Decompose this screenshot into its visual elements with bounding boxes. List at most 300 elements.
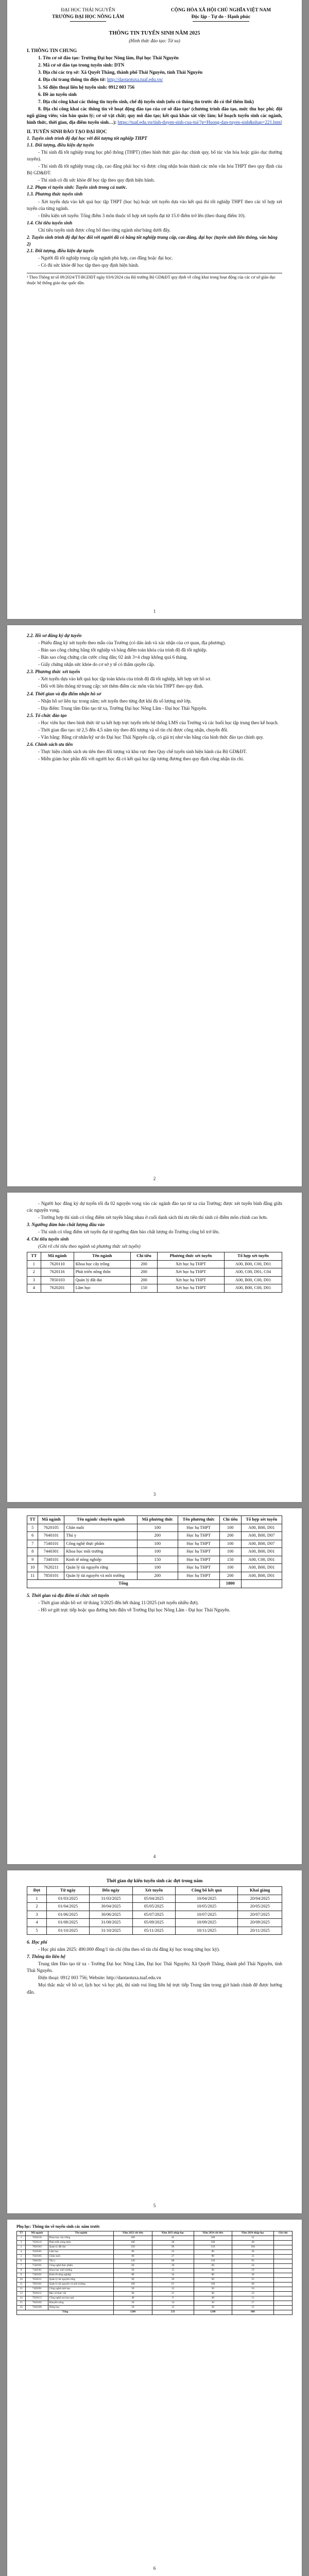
paragraph: - Thí sinh đã tốt nghiệp trung cấp, cao đẳng phải học và được công nhận hoàn thành các môn văn hóa THPT theo quy định của Bộ GD&ĐT. (27, 164, 282, 176)
paragraph: - Giấy chứng nhận sức khỏe do cơ sở y tế có thẩm quyền cấp. (38, 662, 155, 667)
table-cell (274, 2282, 293, 2287)
table-cell: 7420201 (26, 2287, 48, 2291)
page-number: 4 (153, 1854, 156, 1860)
table-cell: 7620211 (38, 1564, 64, 1572)
table-cell: Công nghệ rau hoa quả (48, 2296, 114, 2301)
table-row (27, 1276, 282, 1284)
table-cell: 45 (152, 2236, 194, 2241)
table-cell: Công nghệ thực phẩm (48, 2264, 114, 2269)
table-cell: 100 (194, 2282, 232, 2287)
paragraph: - Nhận hồ sơ liên tục trong năm; xét tuyển theo từng đợt khi đủ số lượng mở lớp. (38, 698, 192, 704)
table-cell (274, 2236, 293, 2241)
subsection-heading: 3. Ngưỡng đảm bảo chất lượng đầu vào (27, 1222, 105, 1228)
table-header-cell: Tên ngành (74, 1252, 130, 1261)
table-row (27, 1911, 282, 1919)
table-cell: 40 (114, 2296, 152, 2301)
page-number: 6 (153, 2566, 156, 2571)
subsection-heading: 2. Tuyển sinh trình độ đại học đối với người đã có bằng tốt nghiệp trung cấp, cao đẳng, đại học (tuyển sinh liên thông, văn bằng 2) (27, 234, 278, 247)
paragraph: - Thực hiện chính sách ưu tiên theo đối tượng và khu vực theo Quy chế tuyển sinh hiện hành của Bộ GD&ĐT. (38, 749, 247, 754)
table-cell: 150 (114, 2245, 152, 2250)
table-cell: 100 (137, 1564, 178, 1572)
section-heading: I. THÔNG TIN CHUNG (27, 48, 77, 54)
paragraph: - Điều kiện xét tuyển: Tổng điểm 3 môn thuộc tổ hợp xét tuyển đạt từ 15.0 điểm trở lên (theo thang điểm 10). (38, 213, 246, 218)
table-cell: 34 (152, 2273, 194, 2278)
table-cell: 8 (27, 1548, 38, 1556)
table-cell: 100 (114, 2282, 152, 2287)
table-cell: 1 (27, 1260, 41, 1268)
table-cell: 10 (17, 2278, 26, 2282)
table-row (27, 1260, 282, 1268)
footnote: ¹ Theo Thông tư số 09/2024/TT-BGDĐT ngày 03/6/2024 của Bộ trưởng Bộ GD&ĐT quy định về công khai trong hoạt động của các cơ sở giáo dục thuộc hệ thống giáo dục quốc dân. (27, 273, 282, 286)
table-cell: 22 (152, 2250, 194, 2255)
table-cell: 50 (194, 2301, 232, 2305)
table-header-cell: Ghi chú (274, 2231, 293, 2236)
table-cell (274, 2264, 293, 2269)
table-cell: 05/04/2025 (132, 1895, 175, 1903)
table-row (27, 1532, 282, 1540)
table-cell: 120 (114, 2259, 152, 2264)
table-cell: Quản lý tài nguyên và môi trường (48, 2282, 114, 2287)
table-cell: 4 (27, 1919, 47, 1927)
table-cell: 200 (130, 1276, 157, 1284)
table-row (17, 2250, 293, 2255)
table-cell: 9 (27, 1556, 38, 1564)
table-row (27, 1284, 282, 1293)
subsection-heading: 5. Thời gian và địa điểm tổ chức xét tuyển (27, 1592, 109, 1598)
table-cell: 2 (27, 1268, 41, 1277)
table-row (17, 2301, 293, 2305)
table-cell (274, 2269, 293, 2273)
table-cell: 14 (152, 2301, 194, 2305)
table-cell: 16 (232, 2287, 273, 2291)
table-cell: 20 (152, 2278, 194, 2282)
table-cell: 6 (27, 1532, 38, 1540)
table-cell: 100 (219, 1564, 241, 1572)
subsection-heading: 2.1. Đối tượng, điều kiện dự tuyển (27, 248, 94, 253)
table-row (17, 2305, 293, 2310)
table-cell: 5 (17, 2255, 26, 2259)
table-cell: 7620112 (26, 2291, 48, 2296)
table-cell: 150 (137, 1556, 178, 1564)
table-cell: 7620110 (26, 2236, 48, 2241)
table-cell: 60 (114, 2269, 152, 2273)
table-cell: A00, B00, D01 (241, 1524, 282, 1532)
section-heading: II. TUYỂN SINH ĐÀO TẠO ĐẠI HỌC (27, 128, 107, 134)
table-cell: 100 (114, 2241, 152, 2245)
table-cell: 38 (152, 2241, 194, 2245)
table-row (27, 1548, 282, 1556)
table-cell: A00, C00, D01 (241, 1556, 282, 1564)
page-number: 2 (153, 1176, 156, 1182)
table-cell (274, 2259, 293, 2264)
table-row (27, 1903, 282, 1911)
table-cell (274, 2305, 293, 2310)
table-cell-empty (274, 2310, 293, 2314)
info-line: 3. Địa chỉ các trụ sở: Xã Quyết Thắng, thành phố Thái Nguyên, tỉnh Thái Nguyên (38, 70, 203, 75)
table-cell: 24 (232, 2264, 273, 2269)
page-number: 1 (153, 609, 156, 614)
table-title: Thời gian dự kiến tuyển sinh các đợt trong năm (106, 1878, 203, 1883)
table-cell: Quản lý tài nguyên và môi trường (64, 1572, 137, 1580)
paragraph: - Bản sao công chứng bằng tốt nghiệp và bảng điểm toàn khóa của trình độ đã tốt nghiệp. (38, 647, 208, 653)
table-cell: 7850103 (41, 1276, 74, 1284)
table-cell: A00, B00, C00, D01 (224, 1284, 282, 1293)
table-header-cell: Chỉ tiêu (130, 1252, 157, 1261)
table-cell: 200 (137, 1572, 178, 1580)
table-cell: A00, C00, D01, C04 (224, 1268, 282, 1277)
table-cell: 7540101 (26, 2264, 48, 2269)
table-cell: 18 (152, 2264, 194, 2269)
paragraph: Trung tâm Đào tạo từ xa - Trường Đại học Nông Lâm, Đại học Thái Nguyên; Xã Quyết Thắng, thành phố Thái Nguyên, tỉnh Thái Nguyên. (27, 1961, 282, 1974)
table-cell: 200 (130, 1268, 157, 1277)
subsection-heading: 1.4. Chỉ tiêu tuyển sinh (27, 220, 73, 225)
table-cell (274, 2287, 293, 2291)
table-cell: A00, B00, D07 (241, 1532, 282, 1540)
table-header-cell: Chỉ tiêu (219, 1516, 241, 1524)
table-cell: 01/04/2025 (46, 1903, 89, 1911)
table-cell: 20/11/2025 (238, 1927, 282, 1935)
paragraph: - Người đã tốt nghiệp trung cấp ngành phù hợp, cao đẳng hoặc đại học. (38, 255, 173, 261)
table-cell: Học bạ THPT (178, 1532, 219, 1540)
paragraph: - Xét tuyển dựa vào kết quả học tập toàn khóa của trình độ đã tốt nghiệp, kết hợp xét hồ sơ. (38, 676, 211, 682)
table-cell: 7850101 (38, 1572, 64, 1580)
document-subtitle: (Hình thức đào tạo: Từ xa) (129, 38, 180, 44)
table-cell: Nông học (48, 2305, 114, 2310)
table-cell (274, 2241, 293, 2245)
table-cell: Chăn nuôi (48, 2255, 114, 2259)
table-cell: 60 (194, 2291, 232, 2296)
table-header-cell: Từ ngày (46, 1887, 89, 1895)
table-cell: Xét học bạ THPT (158, 1260, 225, 1268)
table-cell: 36 (232, 2273, 273, 2278)
table-cell: 100 (219, 1524, 241, 1532)
info-line: 1. Tên cơ sở đào tạo: Trường Đại học Nông lâm, Đại học Thái Nguyên (38, 55, 179, 61)
table-cell: Khoa học môi trường (48, 2269, 114, 2273)
table-cell: 3 (27, 1276, 41, 1284)
table-cell: 52 (232, 2236, 273, 2241)
table-header-cell: TT (27, 1252, 41, 1261)
table-cell: 30/04/2025 (90, 1903, 132, 1911)
table-cell (274, 2278, 293, 2282)
quota-table (27, 1252, 282, 1293)
table-cell: 200 (137, 1532, 178, 1540)
table-row (27, 1895, 282, 1903)
table-row (17, 2236, 293, 2241)
paragraph: - Địa điểm: Trung tâm Đào tạo từ xa, Trường Đại học Nông Lâm - Đại học Thái Nguyên. (38, 705, 207, 711)
table-cell: A00, B00, D07 (241, 1540, 282, 1548)
table-cell: 21 (152, 2291, 194, 2296)
table-header-cell: Năm 2024 chỉ tiêu (194, 2231, 232, 2236)
table-cell: 100 (137, 1548, 178, 1556)
table-header-cell: Mã ngành (38, 1516, 64, 1524)
table-cell-empty (241, 1580, 282, 1588)
table-cell: 40 (194, 2296, 232, 2301)
table-cell (274, 2250, 293, 2255)
table-cell: 10/05/2025 (175, 1903, 238, 1911)
table-cell: 5 (27, 1927, 47, 1935)
table-cell: 80 (194, 2250, 232, 2255)
table-cell: Học bạ THPT (178, 1564, 219, 1572)
subsection-heading: 2.2. Hồ sơ đăng ký dự tuyển (27, 633, 82, 638)
website-link[interactable]: http://daotaotuxa.tuaf.edu.vn/ (107, 77, 163, 83)
table-cell: A00, B00, C00, D01 (224, 1276, 282, 1284)
document-page-2 (7, 625, 302, 1186)
table-cell: 31/03/2025 (90, 1895, 132, 1903)
table-cell: 10/11/2025 (175, 1927, 238, 1935)
table-cell: 50 (114, 2287, 152, 2291)
table-cell: 4 (17, 2250, 26, 2255)
table-cell: 2 (17, 2241, 26, 2245)
table-cell: Thú y (64, 1532, 137, 1540)
info-line: 2. Mã cơ sở đào tạo trong tuyển sinh: DTN (38, 62, 125, 68)
table-cell: 7440301 (38, 1548, 64, 1556)
subsection-heading: 7. Thông tin liên hệ (27, 1954, 65, 1960)
table-cell: 20/04/2025 (238, 1895, 282, 1903)
paragraph: - Học phí năm 2025: 490.000 đồng/1 tín chỉ (thu theo số tín chỉ đăng ký học trong từng học kỳ). (38, 1947, 220, 1952)
table-cell: 05/07/2025 (132, 1911, 175, 1919)
table-cell: 95 (232, 2259, 273, 2264)
table-header-cell: TT (27, 1516, 38, 1524)
table-cell: 11 (232, 2296, 273, 2301)
table-cell: 7620113 (26, 2296, 48, 2301)
table-row (27, 1540, 282, 1548)
subsection-heading: 1.2. Phạm vi tuyển sinh: Tuyển sinh trong cả nước. (27, 185, 127, 190)
table-row (27, 1524, 282, 1532)
table-cell (274, 2273, 293, 2278)
table-header-cell: Năm 2024 nhập học (232, 2231, 273, 2236)
table-cell: Thú y (48, 2259, 114, 2264)
table-cell: 17 (232, 2301, 273, 2305)
table-cell: 60 (114, 2291, 152, 2296)
info-line: 7. Địa chỉ công khai các thông tin tuyển sinh, chế độ tuyển sinh (nếu có thông tin trước đó có thể thêm link) (38, 99, 254, 104)
table-cell: 100 (194, 2236, 232, 2241)
table-cell: 7620201 (26, 2250, 48, 2255)
table-cell: Xét học bạ THPT (158, 1284, 225, 1293)
table-row (27, 1556, 282, 1564)
table-header-cell: Công bố kết quả (175, 1887, 238, 1895)
info-label: 8. Địa chỉ công khai các thông tin về hoạt động đào tạo của cơ sở đào tạo¹ (chương trình đào tạo, mức thu học phí; đội ngũ giảng viên; văn bản quản lý; cơ sở vật chất; quy mô đào tạo; kết quả khảo sát việc làm; kế hoạch tuyển sinh các ngành, hình thức, thời gian, địa điểm tuyển sinh…): (27, 106, 282, 125)
table-cell: 60 (114, 2278, 152, 2282)
university-name: ĐẠI HỌC THÁI NGUYÊN (61, 8, 115, 13)
table-header-cell: TT (17, 2231, 26, 2236)
table-total-value: 606 (232, 2310, 273, 2314)
table-cell: 11 (27, 1572, 38, 1580)
table-cell: 7640101 (38, 1532, 64, 1540)
table-cell: 60 (114, 2264, 152, 2269)
table-header-cell: Năm 2023 nhập học (152, 2231, 194, 2236)
document-page-6 (7, 2220, 302, 2576)
table-cell: 80 (194, 2255, 232, 2259)
table-cell: 31/08/2025 (90, 1919, 132, 1927)
table-cell: 7620102 (26, 2301, 48, 2305)
paragraph: - Học viên học theo hình thức từ xa kết hợp trực tuyến trên hệ thống LMS của Trường và các buổi học tập trung theo kế hoạch. (38, 720, 279, 725)
table-cell: Bảo vệ thực vật (48, 2291, 114, 2296)
table-cell: Học bạ THPT (178, 1556, 219, 1564)
subsection-heading: 2.6. Chính sách ưu tiên (27, 741, 73, 747)
disclosure-link[interactable]: https://tuaf.edu.vn/tinh-duyen-sinh-cua-tui/?p=Huong-dan-tuyen-sinh&nhap=221.html (117, 119, 282, 125)
table-row (17, 2296, 293, 2301)
document-page-4 (7, 1508, 302, 1864)
table-row (17, 2264, 293, 2269)
quota-table-continued (27, 1515, 282, 1588)
table-cell: 7620109 (26, 2305, 48, 2310)
table-cell: 4 (27, 1284, 41, 1293)
table-cell: 60 (194, 2278, 232, 2282)
table-row (17, 2241, 293, 2245)
table-cell: 3 (27, 1911, 47, 1919)
subsection-heading: 6. Học phí (27, 1939, 47, 1945)
table-cell: 100 (114, 2236, 152, 2241)
appendix-title: Phụ lục: Thông tin về tuyển sinh các năm trước (16, 2224, 100, 2229)
table-cell: Xét học bạ THPT (158, 1268, 225, 1277)
document-title: THÔNG TIN TUYỂN SINH NĂM 2025 (109, 30, 200, 37)
table-header-cell: Mã phương thức (137, 1516, 178, 1524)
table-cell: 13 (17, 2291, 26, 2296)
table-cell: A00, B00, D01 (241, 1548, 282, 1556)
table-cell: 10/09/2025 (175, 1919, 238, 1927)
table-row (17, 2269, 293, 2273)
paragraph: - Bản sao công chứng căn cước công dân; 02 ảnh 3×4 chụp không quá 6 tháng. (38, 655, 188, 660)
table-cell: 80 (194, 2273, 232, 2278)
table-cell: 13 (152, 2305, 194, 2310)
table-cell: 16 (17, 2305, 26, 2310)
table-cell: 7 (27, 1540, 38, 1548)
document-page-3 (7, 1193, 302, 1502)
table-cell: 100 (219, 1540, 241, 1548)
info-label: 4. Địa chỉ trang thông tin điện tử: (38, 77, 107, 83)
table-cell: 7 (17, 2264, 26, 2269)
table-cell: Khoa học môi trường (64, 1548, 137, 1556)
table-cell (274, 2245, 293, 2250)
subsection-heading: 2.4. Thời gian và địa điểm nhận hồ sơ (27, 691, 101, 696)
table-cell: 200 (219, 1572, 241, 1580)
table-cell: 80 (114, 2255, 152, 2259)
table-cell: 68 (232, 2282, 273, 2287)
schedule-table (27, 1886, 282, 1935)
table-cell: 30/06/2025 (90, 1911, 132, 1919)
paragraph: Điện thoại: 0912 003 756; Website: http://daotaotuxa.tuaf.edu.vn (38, 1975, 161, 1981)
table-cell: 20/07/2025 (238, 1911, 282, 1919)
table-cell: 7850101 (26, 2282, 48, 2287)
table-cell: Học bạ THPT (178, 1548, 219, 1556)
table-total-value: 1240 (114, 2310, 152, 2314)
table-cell: 10/04/2025 (175, 1895, 238, 1903)
table-cell: 80 (114, 2273, 152, 2278)
table-cell: 50 (194, 2287, 232, 2291)
table-cell: 05/05/2025 (132, 1903, 175, 1911)
info-line: 6. Đề án tuyển sinh (38, 91, 77, 97)
document-page-5 (7, 1870, 302, 2213)
table-cell: 104 (232, 2245, 273, 2250)
national-title: CỘNG HÒA XÃ HỘI CHỦ NGHĨA VIỆT NAM (170, 8, 271, 13)
paragraph: - Thời gian nhận hồ sơ: từ tháng 3/2025 đến hết tháng 11/2025 (xét tuyển nhiều đợt). (38, 1600, 199, 1605)
table-cell: Khoa học cây trồng (48, 2236, 114, 2241)
table-cell (274, 2255, 293, 2259)
table-cell: 150 (219, 1556, 241, 1564)
table-header-cell: Khai giảng (238, 1887, 282, 1895)
table-cell: Kinh tế nông nghiệp (48, 2273, 114, 2278)
info-line (27, 106, 282, 126)
table-cell: 05/11/2025 (132, 1927, 175, 1935)
table-cell: 11 (17, 2282, 26, 2287)
table-cell: 10 (27, 1564, 38, 1572)
table-cell: 10/07/2025 (175, 1911, 238, 1919)
table-cell: 9 (152, 2296, 194, 2301)
table-cell: Quản lý tài nguyên rừng (64, 1564, 137, 1572)
table-row (17, 2287, 293, 2291)
table-cell: 01/03/2025 (46, 1895, 89, 1903)
table-cell: 150 (194, 2245, 232, 2250)
paragraph: - Người học đăng ký dự tuyển tối đa 02 nguyện vọng vào các ngành đào tạo từ xa của Trường; được xét tuyển bình đẳng giữa các nguyện vọng. (27, 1201, 282, 1213)
table-cell: 12 (152, 2287, 194, 2291)
table-cell: 100 (137, 1524, 178, 1532)
table-header-cell: Năm 2023 chỉ tiêu (114, 2231, 152, 2236)
table-row (27, 1919, 282, 1927)
table-cell: 12 (17, 2287, 26, 2291)
table-cell: 96 (152, 2245, 194, 2250)
table-row (17, 2278, 293, 2282)
table-cell: 20/05/2025 (238, 1903, 282, 1911)
table-row (17, 2273, 293, 2278)
table-cell: 7620116 (26, 2241, 48, 2245)
table-cell: 1 (17, 2236, 26, 2241)
table-row (27, 1572, 282, 1580)
table-row (17, 2291, 293, 2296)
table-cell: Khuyến nông (48, 2301, 114, 2305)
table-cell: 7850103 (26, 2245, 48, 2250)
table-cell: 60 (194, 2269, 232, 2273)
table-header-cell: Tên phương thức (178, 1516, 219, 1524)
table-header-cell: Đến ngày (90, 1887, 132, 1895)
paragraph: - Thí sinh có đủ sức khỏe để học tập theo quy định hiện hành. (38, 177, 155, 183)
table-cell: Phát triển nông thôn (74, 1268, 130, 1277)
table-header-cell: Đợt (27, 1887, 47, 1895)
table-cell: Lâm học (48, 2250, 114, 2255)
table-cell: 100 (194, 2241, 232, 2245)
table-row (17, 2255, 293, 2259)
table-cell: Kinh tế nông nghiệp (64, 1556, 137, 1564)
table-cell: 7620116 (41, 1268, 74, 1277)
table-cell: 20/09/2025 (238, 1919, 282, 1927)
table-cell (274, 2301, 293, 2305)
table-cell: 7440301 (26, 2269, 48, 2273)
info-line (27, 76, 282, 83)
table-row (17, 2259, 293, 2264)
table-cell (274, 2291, 293, 2296)
history-table (16, 2231, 293, 2314)
table-caption: (Ghi rõ chỉ tiêu theo ngành và phương thức xét tuyển) (38, 1244, 141, 1249)
table-cell: 7620105 (26, 2255, 48, 2259)
table-cell (274, 2296, 293, 2301)
page-number: 5 (153, 2203, 156, 2209)
subsection-heading: 1. Tuyển sinh trình độ đại học với đối tượng tốt nghiệp THPT (27, 135, 147, 141)
paragraph: - Xét tuyển dựa vào kết quả học tập THPT (học bạ) hoặc xét tuyển dựa vào kết quả thi tốt nghiệp THPT theo các tổ hợp xét tuyển của từng ngành. (27, 199, 282, 211)
table-cell: 150 (130, 1284, 157, 1293)
subsection-heading: 1.1. Đối tượng, điều kiện dự tuyển (27, 142, 94, 148)
table-cell: 7620201 (41, 1284, 74, 1293)
table-total-value: 1240 (194, 2310, 232, 2314)
paragraph: - Thí sinh có tổng điểm xét tuyển đạt từ ngưỡng đảm bảo chất lượng do Trường công bố trở lên. (38, 1229, 220, 1235)
table-row (27, 1564, 282, 1572)
paragraph: Chỉ tiêu tuyển sinh được công bố theo từng ngành như bảng dưới đây. (38, 227, 171, 233)
table-cell: 31 (232, 2255, 273, 2259)
paragraph: Mọi thắc mắc về hồ sơ, lịch học và học phí, thí sinh vui lòng liên hệ trực tiếp Trung tâm trong giờ hành chính để được hướng dẫn. (27, 1982, 282, 1995)
paragraph: - Thời gian đào tạo: từ 2,5 đến 4,5 năm tùy theo đối tượng và số tín chỉ được công nhận, chuyển đổi. (38, 727, 229, 732)
table-total-value: 533 (152, 2310, 194, 2314)
subsection-heading: 2.5. Tổ chức đào tạo (27, 712, 67, 718)
table-header-cell: Tên ngành (48, 2231, 114, 2236)
table-cell: 5 (27, 1524, 38, 1532)
